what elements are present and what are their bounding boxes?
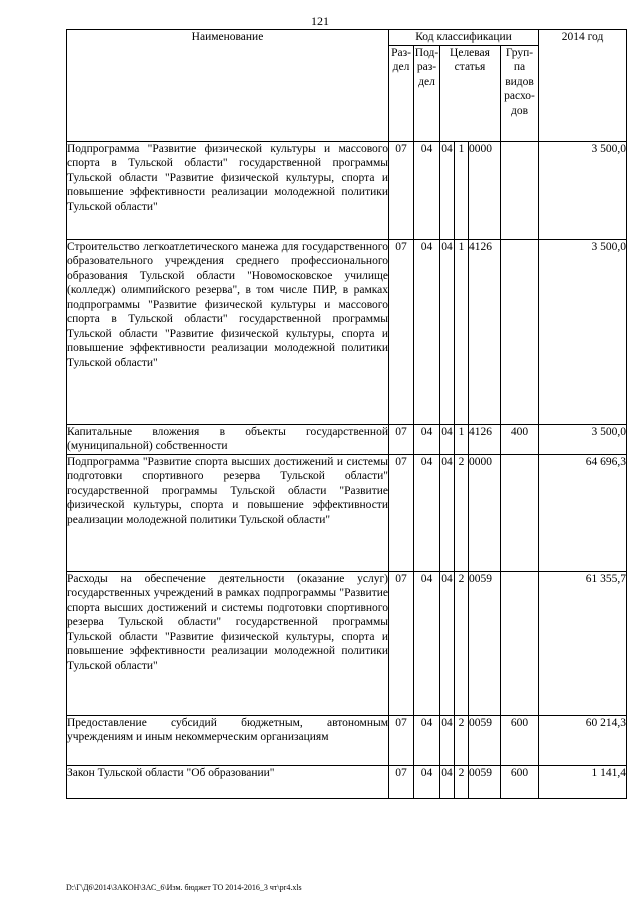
row-group: 600 (501, 715, 539, 765)
budget-table (66, 29, 627, 799)
row-target-subprogram: 2 (455, 715, 469, 765)
row-group (501, 571, 539, 715)
header-classification: Код классификации (389, 30, 539, 46)
row-section: 07 (389, 765, 414, 798)
row-section: 07 (389, 571, 414, 715)
row-target-code: 0059 (469, 571, 501, 715)
header-year: 2014 год (539, 30, 627, 142)
row-target-program: 04 (440, 141, 455, 239)
row-target-subprogram: 1 (455, 239, 469, 424)
row-target-code: 0000 (469, 454, 501, 571)
row-target-code: 0059 (469, 765, 501, 798)
row-subsection: 04 (414, 424, 440, 454)
table-row (67, 765, 627, 798)
row-section: 07 (389, 454, 414, 571)
row-target-code: 4126 (469, 239, 501, 424)
row-subsection: 04 (414, 239, 440, 424)
row-subsection: 04 (414, 715, 440, 765)
row-section: 07 (389, 715, 414, 765)
row-section: 07 (389, 424, 414, 454)
row-target-program: 04 (440, 715, 455, 765)
row-group (501, 454, 539, 571)
row-group (501, 141, 539, 239)
row-target-subprogram: 2 (455, 454, 469, 571)
row-subsection: 04 (414, 571, 440, 715)
row-target-code: 0059 (469, 715, 501, 765)
header-subsection: Под-раз-дел (414, 45, 440, 141)
table-row (67, 571, 627, 715)
header-section: Раз-дел (389, 45, 414, 141)
page-number: 121 (311, 14, 329, 28)
row-name: Предоставление субсидий бюджетным, автономным учреждениям и иным некоммерческим организациям (67, 715, 389, 765)
table-row (67, 424, 627, 454)
row-name: Подпрограмма "Развитие спорта высших достижений и системы подготовки спортивного резерва Тульской области" государственной программы Тульской области "Развитие физической культуры, спорта и повышение эффективности реализации молодежной политики Тульской области" (67, 454, 389, 571)
row-amount: 61 355,7 (539, 571, 627, 715)
row-group (501, 239, 539, 424)
row-name: Подпрограмма "Развитие физической культуры и массового спорта в Тульской области" государственной программы Тульской области "Развитие физической культуры, спорта и повышение эффективности реализации молодежной политики Тульской области" (67, 141, 389, 239)
table-row (67, 239, 627, 424)
row-group: 400 (501, 424, 539, 454)
row-subsection: 04 (414, 765, 440, 798)
row-amount: 60 214,3 (539, 715, 627, 765)
header-target: Целевая статья (440, 45, 501, 141)
row-amount: 3 500,0 (539, 239, 627, 424)
row-target-subprogram: 1 (455, 141, 469, 239)
row-target-code: 4126 (469, 424, 501, 454)
row-target-subprogram: 1 (455, 424, 469, 454)
table-row (67, 454, 627, 571)
row-subsection: 04 (414, 141, 440, 239)
row-target-subprogram: 2 (455, 571, 469, 715)
row-target-program: 04 (440, 571, 455, 715)
header-name: Наименование (67, 30, 389, 142)
row-target-program: 04 (440, 454, 455, 571)
table-row (67, 715, 627, 765)
table-row (67, 141, 627, 239)
row-amount: 1 141,4 (539, 765, 627, 798)
row-section: 07 (389, 239, 414, 424)
row-amount: 3 500,0 (539, 141, 627, 239)
row-target-subprogram: 2 (455, 765, 469, 798)
row-section: 07 (389, 141, 414, 239)
row-target-program: 04 (440, 424, 455, 454)
row-target-code: 0000 (469, 141, 501, 239)
row-amount: 3 500,0 (539, 424, 627, 454)
row-name: Капитальные вложения в объекты государственной (муниципальной) собственности (67, 425, 388, 452)
row-name: Расходы на обеспечение деятельности (оказание услуг) государственных учреждений в рамках подпрограммы "Развитие спорта высших достижений и системы подготовки спортивного резерва Тульской области" государственной программы Тульской области "Развитие физической культуры, спорта и повышение эффективности реализации молодежной политики Тульской области" (67, 571, 389, 715)
header-group: Груп-па видов расхо-дов (501, 45, 539, 141)
file-path-footer: D:\Г\Д6\2014\ЗАКОН\ЗАС_6\Изм. бюджет ТО 2014-2016_3 чт\pr4.xls (66, 883, 302, 892)
row-subsection: 04 (414, 454, 440, 571)
row-amount: 64 696,3 (539, 454, 627, 571)
row-name: Строительство легкоатлетического манежа для государственного образовательного учреждения среднего профессионального образования Тульской области "Новомосковское училище (колледж) олимпийского резерва", в том числе ПИР, в рамках подпрограммы "Развитие физической культуры и массового спорта в Тульской области" государственной программы Тульской области "Развитие физической культуры, спорта и повышение эффективности реализации молодежной политики Тульской области" (67, 239, 389, 424)
row-target-program: 04 (440, 239, 455, 424)
row-group: 600 (501, 765, 539, 798)
row-target-program: 04 (440, 765, 455, 798)
row-name: Закон Тульской области "Об образовании" (67, 765, 389, 798)
